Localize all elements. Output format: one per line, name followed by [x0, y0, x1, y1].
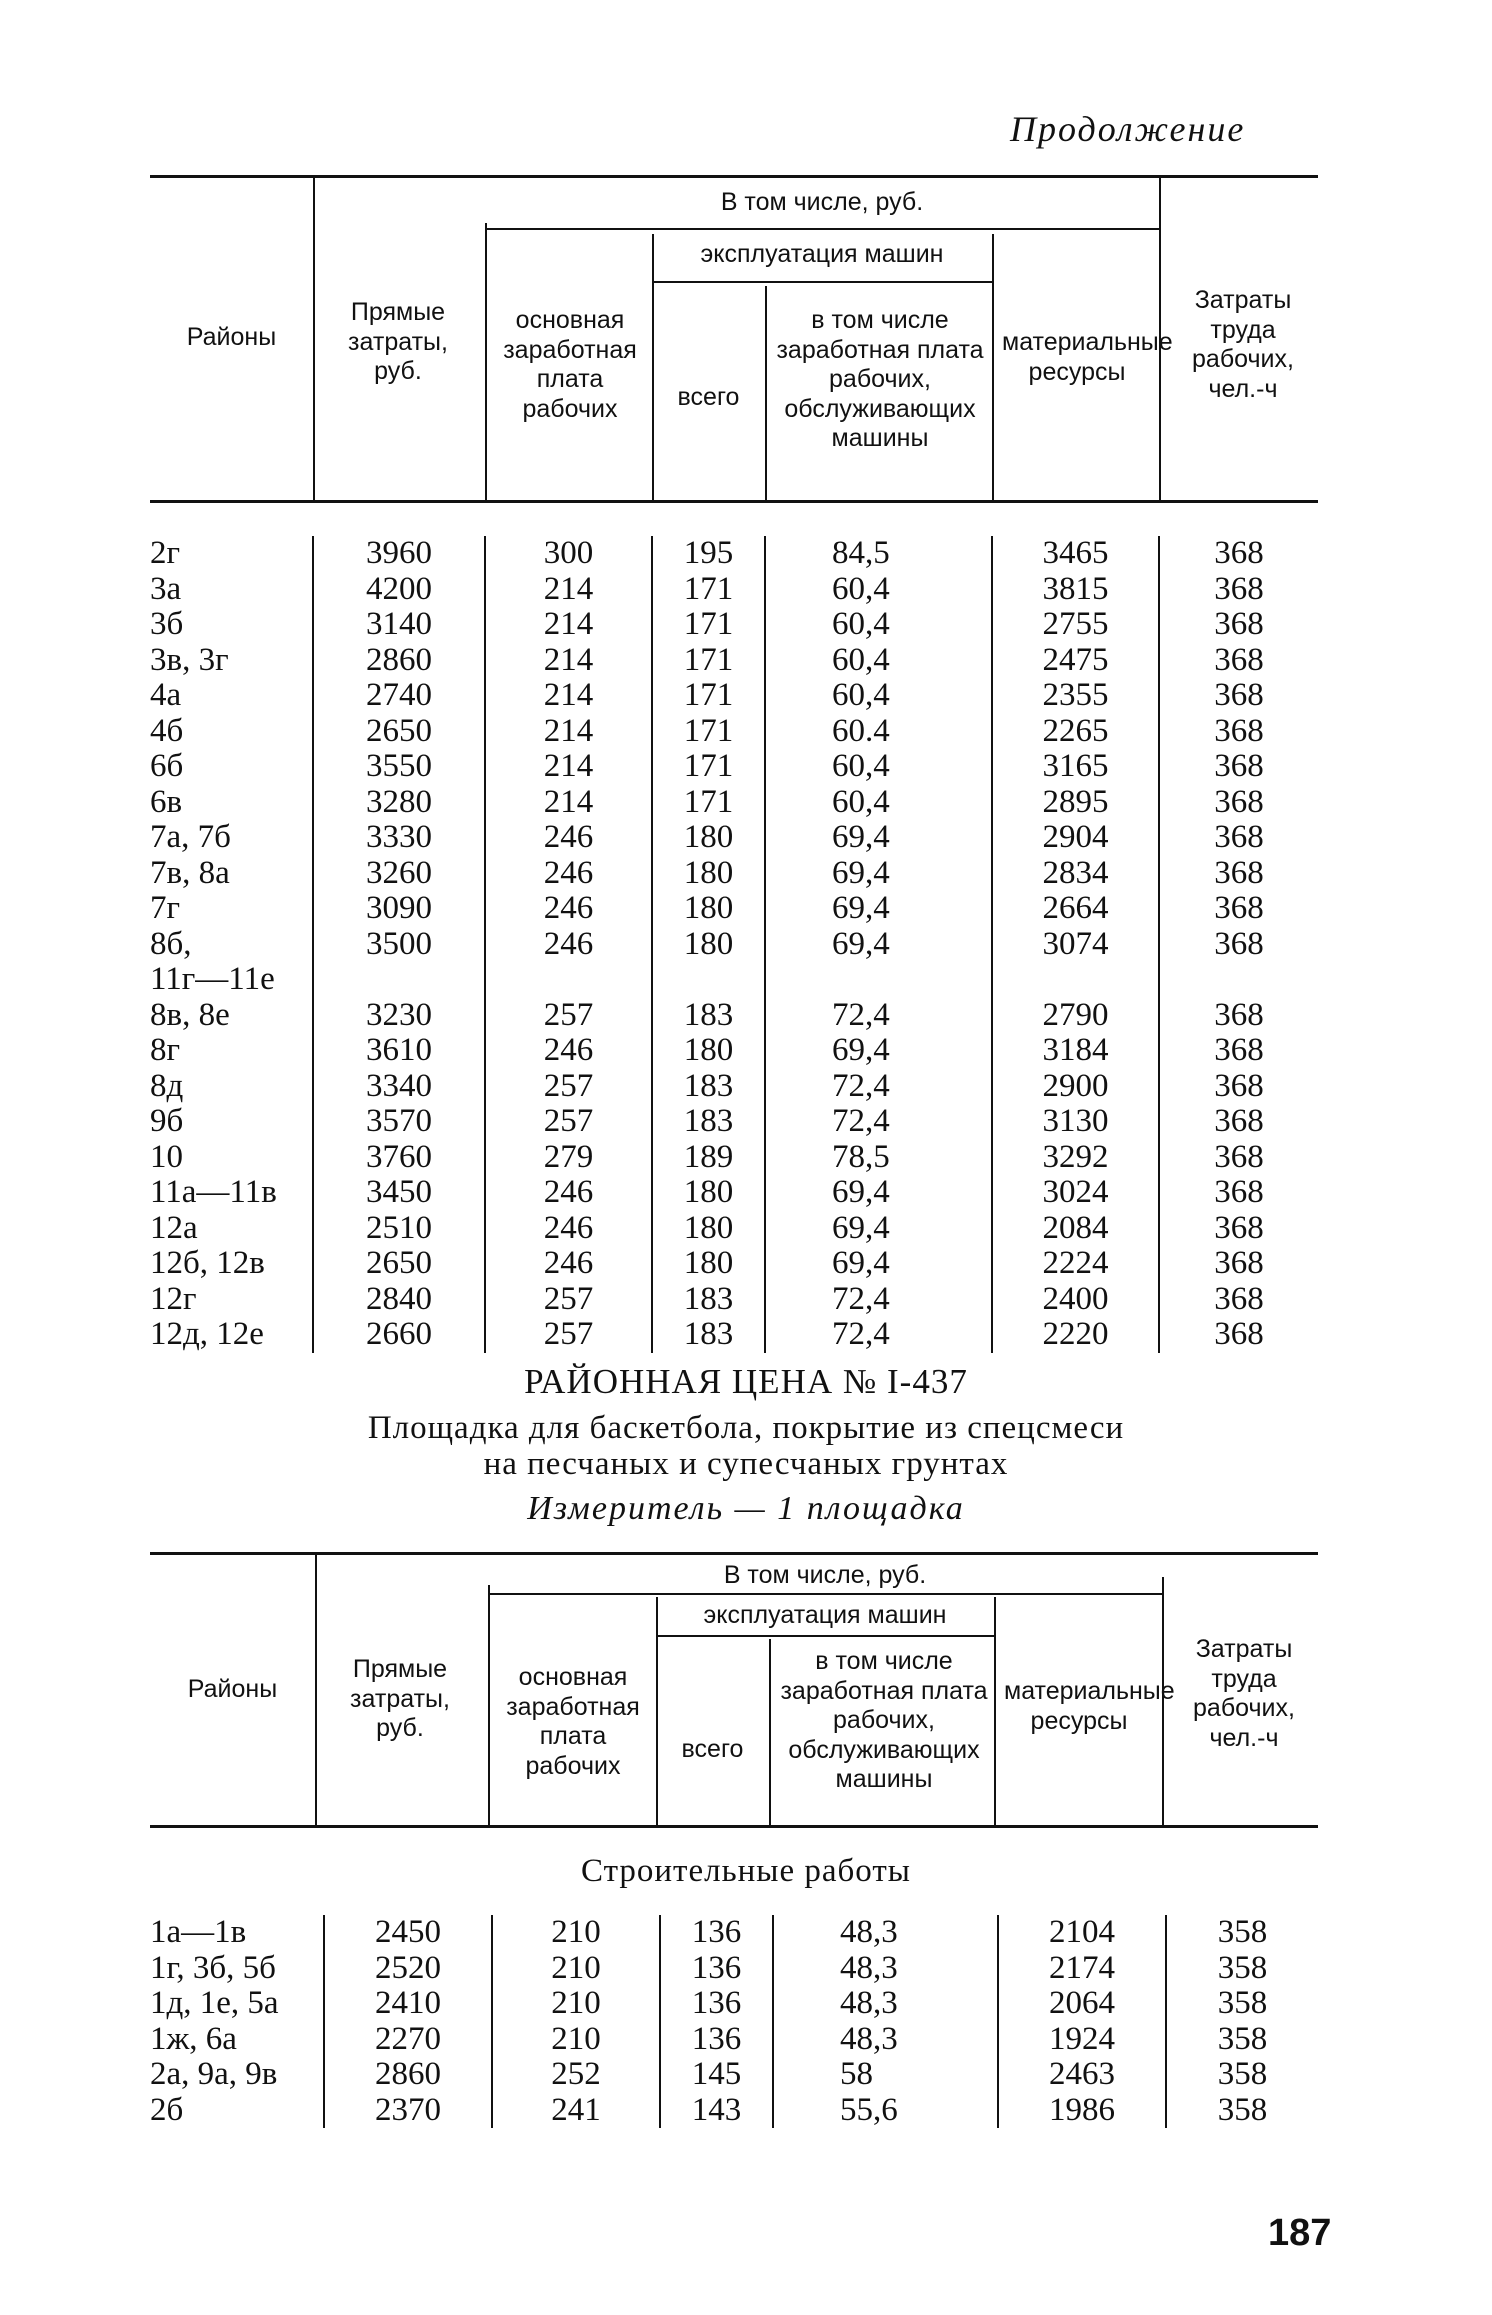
basic-wage-cell: 210	[492, 1951, 660, 1987]
header-regions: Районы	[186, 323, 277, 351]
labor-cell: 368	[1159, 785, 1318, 821]
machine-wage-cell: 84,5	[765, 536, 992, 572]
machine-wage-cell: 72,4	[765, 1317, 992, 1353]
machine-wage-cell: 69,4	[765, 1246, 992, 1282]
machine-total-cell: 180	[652, 1033, 765, 1069]
basic-wage-cell: 214	[485, 643, 652, 679]
region-cell: 3а	[150, 570, 182, 607]
labor-cell: 358	[1166, 2057, 1318, 2093]
table-row	[150, 820, 1318, 856]
machine-wage-cell: 60,4	[765, 607, 992, 643]
direct-costs-cell: 2650	[313, 714, 485, 750]
materials-cell: 3815	[992, 572, 1159, 608]
price-subtitle-line1: Площадка для баскетбола, покрытие из спецсмеси	[367, 1410, 1125, 1446]
machine-total-cell: 136	[660, 1986, 773, 2022]
basic-wage-cell: 214	[485, 572, 652, 608]
materials-cell: 3024	[992, 1175, 1159, 1211]
machine-total-cell: 183	[652, 1282, 765, 1318]
direct-costs-cell: 3760	[313, 1140, 485, 1176]
materials-cell: 2895	[992, 785, 1159, 821]
region-cell: 2а, 9а, 9в	[150, 2056, 278, 2092]
table1-header	[150, 175, 1318, 503]
labor-cell: 358	[1166, 1951, 1318, 1987]
header2-including: В том числе, руб.	[723, 1561, 927, 1589]
direct-costs-cell: 3330	[313, 820, 485, 856]
machine-total-cell: 171	[652, 714, 765, 750]
region-cell: 11г—11е	[150, 961, 275, 997]
machine-wage-cell	[765, 962, 992, 998]
table-row	[150, 785, 1318, 821]
direct-costs-cell: 3280	[313, 785, 485, 821]
table-row	[150, 1104, 1318, 1140]
labor-cell: 368	[1159, 1175, 1318, 1211]
basic-wage-cell: 246	[485, 1175, 652, 1211]
basic-wage-cell: 214	[485, 714, 652, 750]
table-row	[150, 998, 1318, 1034]
machine-total-cell: 171	[652, 572, 765, 608]
machine-wage-cell: 72,4	[765, 998, 992, 1034]
direct-costs-cell: 2740	[313, 678, 485, 714]
machine-total-cell: 183	[652, 1104, 765, 1140]
machine-total-cell: 171	[652, 643, 765, 679]
region-cell: 12г	[150, 1280, 197, 1317]
materials-cell: 2463	[998, 2057, 1166, 2093]
basic-wage-cell: 252	[492, 2057, 660, 2093]
machine-total-cell: 171	[652, 749, 765, 785]
materials-cell: 2904	[992, 820, 1159, 856]
direct-costs-cell: 2520	[324, 1951, 492, 1987]
table-row	[150, 607, 1318, 643]
table-row	[150, 927, 1318, 963]
table-row	[150, 536, 1318, 572]
header-including-wage: в том числе заработная плата рабочих, обслуживающих машины	[776, 306, 984, 452]
basic-wage-cell: 214	[485, 607, 652, 643]
header2-basic-wage: основная заработная плата рабочих	[506, 1663, 640, 1780]
machine-wage-cell: 72,4	[765, 1104, 992, 1140]
machine-total-cell: 180	[652, 820, 765, 856]
header2-materials: материальные ресурсы	[1004, 1677, 1175, 1735]
direct-costs-cell: 3260	[313, 856, 485, 892]
region-cell: 12б, 12в	[150, 1245, 265, 1281]
direct-costs-cell: 2270	[324, 2022, 492, 2058]
basic-wage-cell: 257	[485, 1104, 652, 1140]
machine-total-cell: 180	[652, 856, 765, 892]
header-basic-wage: основная заработная плата рабочих	[503, 306, 637, 423]
table-row	[150, 1033, 1318, 1069]
region-cell: 4а	[150, 677, 182, 713]
price-title: РАЙОННАЯ ЦЕНА № I-437	[524, 1362, 968, 1401]
table-row	[150, 891, 1318, 927]
region-cell: 3в, 3г	[150, 641, 229, 678]
direct-costs-cell: 2510	[313, 1211, 485, 1247]
machine-wage-cell: 60,4	[765, 785, 992, 821]
labor-cell: 358	[1166, 2093, 1318, 2129]
machine-total-cell: 171	[652, 785, 765, 821]
direct-costs-cell: 2860	[324, 2057, 492, 2093]
machine-wage-cell: 69,4	[765, 891, 992, 927]
region-cell: 7г	[150, 890, 181, 926]
machine-wage-cell: 60,4	[765, 572, 992, 608]
basic-wage-cell: 246	[485, 1246, 652, 1282]
machine-wage-cell: 48,3	[773, 1915, 998, 1951]
header2-machine-operation: эксплуатация машин	[703, 1601, 947, 1629]
table-row	[150, 2057, 1318, 2093]
page-number: 187	[1268, 2212, 1332, 2254]
direct-costs-cell: 3610	[313, 1033, 485, 1069]
machine-total-cell	[652, 962, 765, 998]
labor-cell: 368	[1159, 607, 1318, 643]
region-cell: 1ж, 6а	[150, 2020, 237, 2057]
measure-label: Измеритель — 1 площадка	[527, 1490, 965, 1527]
labor-cell: 368	[1159, 643, 1318, 679]
table-row	[150, 1069, 1318, 1105]
machine-wage-cell: 78,5	[765, 1140, 992, 1176]
table-row	[150, 856, 1318, 892]
basic-wage-cell	[485, 962, 652, 998]
materials-cell: 2475	[992, 643, 1159, 679]
labor-cell: 368	[1159, 891, 1318, 927]
machine-total-cell: 171	[652, 607, 765, 643]
table-row	[150, 678, 1318, 714]
basic-wage-cell: 210	[492, 1986, 660, 2022]
materials-cell: 2755	[992, 607, 1159, 643]
basic-wage-cell: 279	[485, 1140, 652, 1176]
machine-wage-cell: 60,4	[765, 643, 992, 679]
direct-costs-cell: 2450	[324, 1915, 492, 1951]
region-cell: 7в, 8а	[150, 854, 230, 891]
labor-cell: 368	[1159, 856, 1318, 892]
labor-cell: 368	[1159, 1317, 1318, 1353]
machine-wage-cell: 72,4	[765, 1069, 992, 1105]
materials-cell: 2355	[992, 678, 1159, 714]
machine-total-cell: 180	[652, 1175, 765, 1211]
labor-cell: 368	[1159, 927, 1318, 963]
machine-total-cell: 136	[660, 1951, 773, 1987]
machine-total-cell: 180	[652, 1246, 765, 1282]
direct-costs-cell: 3570	[313, 1104, 485, 1140]
subsection-title: Строительные работы	[581, 1853, 911, 1889]
machine-wage-cell: 48,3	[773, 1986, 998, 2022]
direct-costs-cell: 3450	[313, 1175, 485, 1211]
region-cell: 8в, 8е	[150, 996, 230, 1033]
direct-costs-cell: 2650	[313, 1246, 485, 1282]
labor-cell: 368	[1159, 572, 1318, 608]
table-row	[150, 1140, 1318, 1176]
labor-cell: 368	[1159, 714, 1318, 750]
materials-cell: 2664	[992, 891, 1159, 927]
direct-costs-cell: 2370	[324, 2093, 492, 2129]
labor-cell: 368	[1159, 1069, 1318, 1105]
basic-wage-cell: 210	[492, 2022, 660, 2058]
header-materials: материальные ресурсы	[1002, 328, 1173, 386]
region-cell: 8б,	[150, 925, 192, 962]
machine-wage-cell: 48,3	[773, 1951, 998, 1987]
header2-labor: Затраты труда рабочих, чел.-ч	[1193, 1635, 1295, 1752]
region-cell: 1г, 3б, 5б	[150, 1949, 276, 1986]
machine-wage-cell: 58	[773, 2057, 998, 2093]
header-labor: Затраты труда рабочих, чел.-ч	[1192, 286, 1294, 403]
region-cell: 3б	[150, 606, 184, 642]
region-cell: 7а, 7б	[150, 819, 231, 855]
materials-cell: 2265	[992, 714, 1159, 750]
table-row	[150, 1246, 1318, 1282]
header-total: всего	[677, 383, 740, 411]
direct-costs-cell: 2660	[313, 1317, 485, 1353]
machine-total-cell: 180	[652, 927, 765, 963]
labor-cell: 368	[1159, 1033, 1318, 1069]
header2-total: всего	[681, 1735, 744, 1763]
materials-cell: 2224	[992, 1246, 1159, 1282]
table-row	[150, 1986, 1318, 2022]
labor-cell: 368	[1159, 1104, 1318, 1140]
region-cell: 11а—11в	[150, 1174, 277, 1210]
region-cell: 4б	[150, 712, 184, 749]
region-cell: 9б	[150, 1103, 184, 1139]
basic-wage-cell: 241	[492, 2093, 660, 2129]
table-row	[150, 1951, 1318, 1987]
direct-costs-cell: 3340	[313, 1069, 485, 1105]
materials-cell: 3130	[992, 1104, 1159, 1140]
basic-wage-cell: 214	[485, 785, 652, 821]
machine-total-cell: 183	[652, 1069, 765, 1105]
machine-wage-cell: 69,4	[765, 1175, 992, 1211]
direct-costs-cell: 2860	[313, 643, 485, 679]
machine-wage-cell: 60,4	[765, 749, 992, 785]
machine-total-cell: 145	[660, 2057, 773, 2093]
materials-cell: 2790	[992, 998, 1159, 1034]
materials-cell: 2174	[998, 1951, 1166, 1987]
materials-cell: 2104	[998, 1915, 1166, 1951]
machine-wage-cell: 69,4	[765, 1033, 992, 1069]
basic-wage-cell: 210	[492, 1915, 660, 1951]
basic-wage-cell: 246	[485, 927, 652, 963]
table-row	[150, 2093, 1318, 2129]
materials-cell	[992, 962, 1159, 998]
region-cell: 6б	[150, 748, 184, 784]
direct-costs-cell: 3550	[313, 749, 485, 785]
labor-cell: 368	[1159, 820, 1318, 856]
table2-header	[150, 1552, 1318, 1828]
machine-total-cell: 180	[652, 1211, 765, 1247]
direct-costs-cell: 2840	[313, 1282, 485, 1318]
region-cell: 2г	[150, 535, 181, 571]
header2-direct-costs: Прямые затраты, руб.	[350, 1655, 450, 1742]
machine-total-cell: 143	[660, 2093, 773, 2129]
machine-wage-cell: 55,6	[773, 2093, 998, 2129]
region-cell: 12д, 12е	[150, 1316, 264, 1352]
table-row	[150, 643, 1318, 679]
materials-cell: 2064	[998, 1986, 1166, 2022]
price-subtitle-line2: на песчаных и супесчаных грунтах	[483, 1446, 1009, 1482]
header2-including-wage: в том числе заработная плата рабочих, обслуживающих машины	[780, 1647, 988, 1793]
materials-cell: 3465	[992, 536, 1159, 572]
labor-cell: 368	[1159, 1140, 1318, 1176]
materials-cell: 3074	[992, 927, 1159, 963]
labor-cell: 358	[1166, 1986, 1318, 2022]
region-cell: 1а—1в	[150, 1914, 247, 1950]
labor-cell: 368	[1159, 749, 1318, 785]
table-row	[150, 1175, 1318, 1211]
materials-cell: 2834	[992, 856, 1159, 892]
labor-cell: 368	[1159, 536, 1318, 572]
direct-costs-cell: 3960	[313, 536, 485, 572]
materials-cell: 2900	[992, 1069, 1159, 1105]
machine-total-cell: 183	[652, 1317, 765, 1353]
labor-cell: 368	[1159, 1282, 1318, 1318]
labor-cell: 368	[1159, 998, 1318, 1034]
table2-body	[150, 1915, 1318, 2128]
materials-cell: 2084	[992, 1211, 1159, 1247]
labor-cell: 358	[1166, 2022, 1318, 2058]
table-row	[150, 714, 1318, 750]
basic-wage-cell: 246	[485, 891, 652, 927]
materials-cell: 2400	[992, 1282, 1159, 1318]
machine-total-cell: 189	[652, 1140, 765, 1176]
region-cell: 2б	[150, 2091, 184, 2128]
machine-total-cell: 180	[652, 891, 765, 927]
region-cell: 8г	[150, 1032, 181, 1068]
continued-label: Продолжение	[1010, 109, 1246, 149]
machine-wage-cell: 69,4	[765, 856, 992, 892]
region-cell: 12а	[150, 1209, 198, 1246]
basic-wage-cell: 214	[485, 678, 652, 714]
direct-costs-cell	[313, 962, 485, 998]
machine-total-cell: 183	[652, 998, 765, 1034]
region-cell: 8д	[150, 1067, 184, 1104]
table-row	[150, 572, 1318, 608]
basic-wage-cell: 246	[485, 1033, 652, 1069]
region-cell: 6в	[150, 783, 183, 820]
header-including: В том числе, руб.	[720, 188, 924, 216]
basic-wage-cell: 257	[485, 998, 652, 1034]
machine-total-cell: 136	[660, 1915, 773, 1951]
machine-wage-cell: 60,4	[765, 678, 992, 714]
table-row	[150, 749, 1318, 785]
table-row	[150, 1211, 1318, 1247]
machine-wage-cell: 72,4	[765, 1282, 992, 1318]
labor-cell: 358	[1166, 1915, 1318, 1951]
machine-wage-cell: 69,4	[765, 927, 992, 963]
labor-cell	[1159, 962, 1318, 998]
basic-wage-cell: 257	[485, 1317, 652, 1353]
basic-wage-cell: 300	[485, 536, 652, 572]
direct-costs-cell: 3140	[313, 607, 485, 643]
basic-wage-cell: 246	[485, 856, 652, 892]
labor-cell: 368	[1159, 1246, 1318, 1282]
table-row	[150, 962, 1318, 998]
machine-wage-cell: 69,4	[765, 820, 992, 856]
machine-total-cell: 171	[652, 678, 765, 714]
materials-cell: 2220	[992, 1317, 1159, 1353]
machine-total-cell: 195	[652, 536, 765, 572]
direct-costs-cell: 3230	[313, 998, 485, 1034]
machine-wage-cell: 60.4	[765, 714, 992, 750]
materials-cell: 1924	[998, 2022, 1166, 2058]
table-row	[150, 1915, 1318, 1951]
region-cell: 1д, 1е, 5а	[150, 1985, 279, 2021]
machine-total-cell: 136	[660, 2022, 773, 2058]
table-row	[150, 2022, 1318, 2058]
materials-cell: 1986	[998, 2093, 1166, 2129]
region-cell: 10	[150, 1138, 183, 1175]
direct-costs-cell: 3090	[313, 891, 485, 927]
labor-cell: 368	[1159, 678, 1318, 714]
direct-costs-cell: 2410	[324, 1986, 492, 2022]
header-direct-costs: Прямые затраты, руб.	[348, 298, 448, 385]
basic-wage-cell: 257	[485, 1069, 652, 1105]
basic-wage-cell: 246	[485, 1211, 652, 1247]
materials-cell: 3165	[992, 749, 1159, 785]
basic-wage-cell: 257	[485, 1282, 652, 1318]
labor-cell: 368	[1159, 1211, 1318, 1247]
table-row	[150, 1282, 1318, 1318]
header-machine-operation: эксплуатация машин	[700, 240, 944, 268]
direct-costs-cell: 4200	[313, 572, 485, 608]
materials-cell: 3292	[992, 1140, 1159, 1176]
table1-body	[150, 536, 1318, 1353]
basic-wage-cell: 214	[485, 749, 652, 785]
table-row	[150, 1317, 1318, 1353]
machine-wage-cell: 48,3	[773, 2022, 998, 2058]
header2-regions: Районы	[187, 1675, 278, 1703]
machine-wage-cell: 69,4	[765, 1211, 992, 1247]
direct-costs-cell: 3500	[313, 927, 485, 963]
basic-wage-cell: 246	[485, 820, 652, 856]
materials-cell: 3184	[992, 1033, 1159, 1069]
